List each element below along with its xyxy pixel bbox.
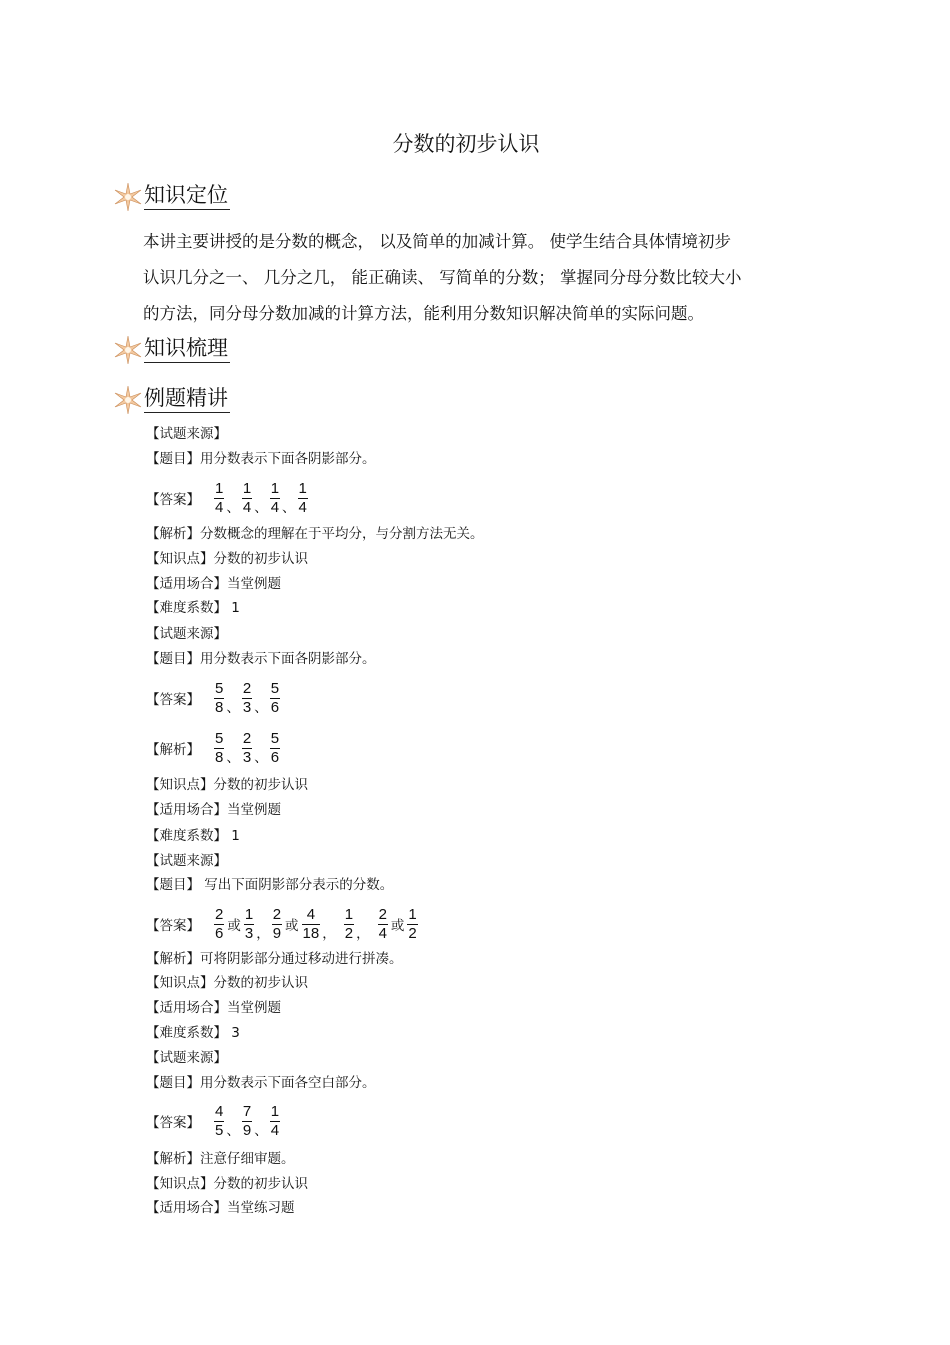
fraction: $\frac{1}{3}$ xyxy=(244,905,254,942)
fraction: $\frac{4}{5}$ xyxy=(215,1102,224,1139)
fraction: $\frac{2}{3}$ xyxy=(242,729,252,766)
fraction: $\frac{1}{4}$ xyxy=(298,479,307,516)
sparkle-icon xyxy=(112,334,144,366)
ex4-source: 【试题来源】 xyxy=(146,1050,227,1066)
fraction: $\frac{2}{6}$ xyxy=(215,905,224,942)
fraction: $\frac{1}{4}$ xyxy=(215,479,224,516)
fraction: $\frac{5}{8}$ xyxy=(215,729,224,766)
answer-label: 【答案】 xyxy=(146,1115,200,1131)
ex2-scene: 【适用场合】当堂例题 xyxy=(146,802,281,818)
page-title: 分数的初步认识 xyxy=(392,132,540,156)
ex3-answer: 【答案】 $\frac{2}{6}$ 或 $\frac{1}{3}$ ， $\frac{2}{9}$ 或 $\frac{4}{18}$ ， $\frac{1}{2}$ ， $\frac{2}{4}$ 或 $\frac{1}{2}$ xyxy=(146,905,417,942)
fraction: $\frac{5}{6}$ xyxy=(270,679,280,716)
ex3-analysis: 【解析】可将阴影部分通过移动进行拼凑。 xyxy=(146,951,403,967)
intro-line: 的方法，同分母分数加减的计算方法，能利用分数知识解决简单的实际问题。 xyxy=(143,304,704,323)
ex3-question: 【题目】 写出下面阴影部分表示的分数。 xyxy=(146,877,394,893)
section-title: 知识定位 xyxy=(144,181,230,210)
answer-label: 【答案】 xyxy=(146,492,200,508)
fraction: $\frac{1}{4}$ xyxy=(270,479,280,516)
ex3-source: 【试题来源】 xyxy=(146,853,227,869)
ex4-knowledge: 【知识点】分数的初步认识 xyxy=(146,1176,308,1192)
ex1-analysis: 【解析】分数概念的理解在于平均分，与分割方法无关。 xyxy=(146,526,484,542)
fraction: $\frac{7}{9}$ xyxy=(242,1102,252,1139)
fraction: $\frac{1}{4}$ xyxy=(270,1102,280,1139)
fraction: $\frac{2}{4}$ xyxy=(378,905,387,942)
ex1-source: 【试题来源】 xyxy=(146,426,227,442)
ex4-analysis: 【解析】注意仔细审题。 xyxy=(146,1151,295,1167)
fraction: $\frac{1}{4}$ xyxy=(242,479,252,516)
intro-line: 认识几分之一、 几分之几， 能正确读、 写简单的分数； 掌握同分母分数比较大小 xyxy=(143,268,742,287)
ex1-answer: 【答案】 $\frac{1}{4}$ 、 $\frac{1}{4}$ 、 $\frac{1}{4}$ 、 $\frac{1}{4}$ xyxy=(146,479,307,516)
ex2-answer: 【答案】 $\frac{5}{8}$ 、 $\frac{2}{3}$ 、 $\frac{5}{6}$ xyxy=(146,679,280,716)
ex1-question: 【题目】用分数表示下面各阴影部分。 xyxy=(146,451,376,467)
ex3-knowledge: 【知识点】分数的初步认识 xyxy=(146,975,308,991)
ex4-scene: 【适用场合】当堂练习题 xyxy=(146,1200,295,1216)
section-title: 知识梳理 xyxy=(144,334,230,363)
fraction: $\frac{1}{2}$ xyxy=(408,905,417,942)
sparkle-icon xyxy=(112,384,144,416)
ex1-knowledge: 【知识点】分数的初步认识 xyxy=(146,551,308,567)
fraction: $\frac{2}{3}$ xyxy=(242,679,252,716)
intro-line: 本讲主要讲授的是分数的概念， 以及简单的加减计算。 使学生结合具体情境初步 xyxy=(143,232,731,251)
ex2-source: 【试题来源】 xyxy=(146,626,227,642)
intro-paragraph xyxy=(143,224,803,332)
ex2-knowledge: 【知识点】分数的初步认识 xyxy=(146,777,308,793)
section-title: 例题精讲 xyxy=(144,384,230,413)
fraction: $\frac{4}{18}$ xyxy=(302,905,320,942)
ex1-scene: 【适用场合】当堂例题 xyxy=(146,576,281,592)
answer-label: 【答案】 xyxy=(146,918,200,934)
ex2-difficulty: 【难度系数】 1 xyxy=(146,828,240,844)
ex2-analysis: 【解析】 $\frac{5}{8}$ 、 $\frac{2}{3}$ 、 $\frac{5}{6}$ xyxy=(146,729,280,766)
answer-label: 【答案】 xyxy=(146,692,200,708)
fraction: $\frac{5}{8}$ xyxy=(215,679,224,716)
ex4-answer: 【答案】 $\frac{4}{5}$ 、 $\frac{7}{9}$ 、 $\frac{1}{4}$ xyxy=(146,1102,280,1139)
ex3-difficulty: 【难度系数】 3 xyxy=(146,1025,240,1041)
fraction: $\frac{1}{2}$ xyxy=(344,905,354,942)
analysis-label: 【解析】 xyxy=(146,742,200,758)
fraction: $\frac{2}{9}$ xyxy=(272,905,282,942)
fraction: $\frac{5}{6}$ xyxy=(270,729,280,766)
ex4-question: 【题目】用分数表示下面各空白部分。 xyxy=(146,1075,376,1091)
ex3-scene: 【适用场合】当堂例题 xyxy=(146,1000,281,1016)
ex2-question: 【题目】用分数表示下面各阴影部分。 xyxy=(146,651,376,667)
sparkle-icon xyxy=(112,181,144,213)
ex1-difficulty: 【难度系数】 1 xyxy=(146,600,240,616)
